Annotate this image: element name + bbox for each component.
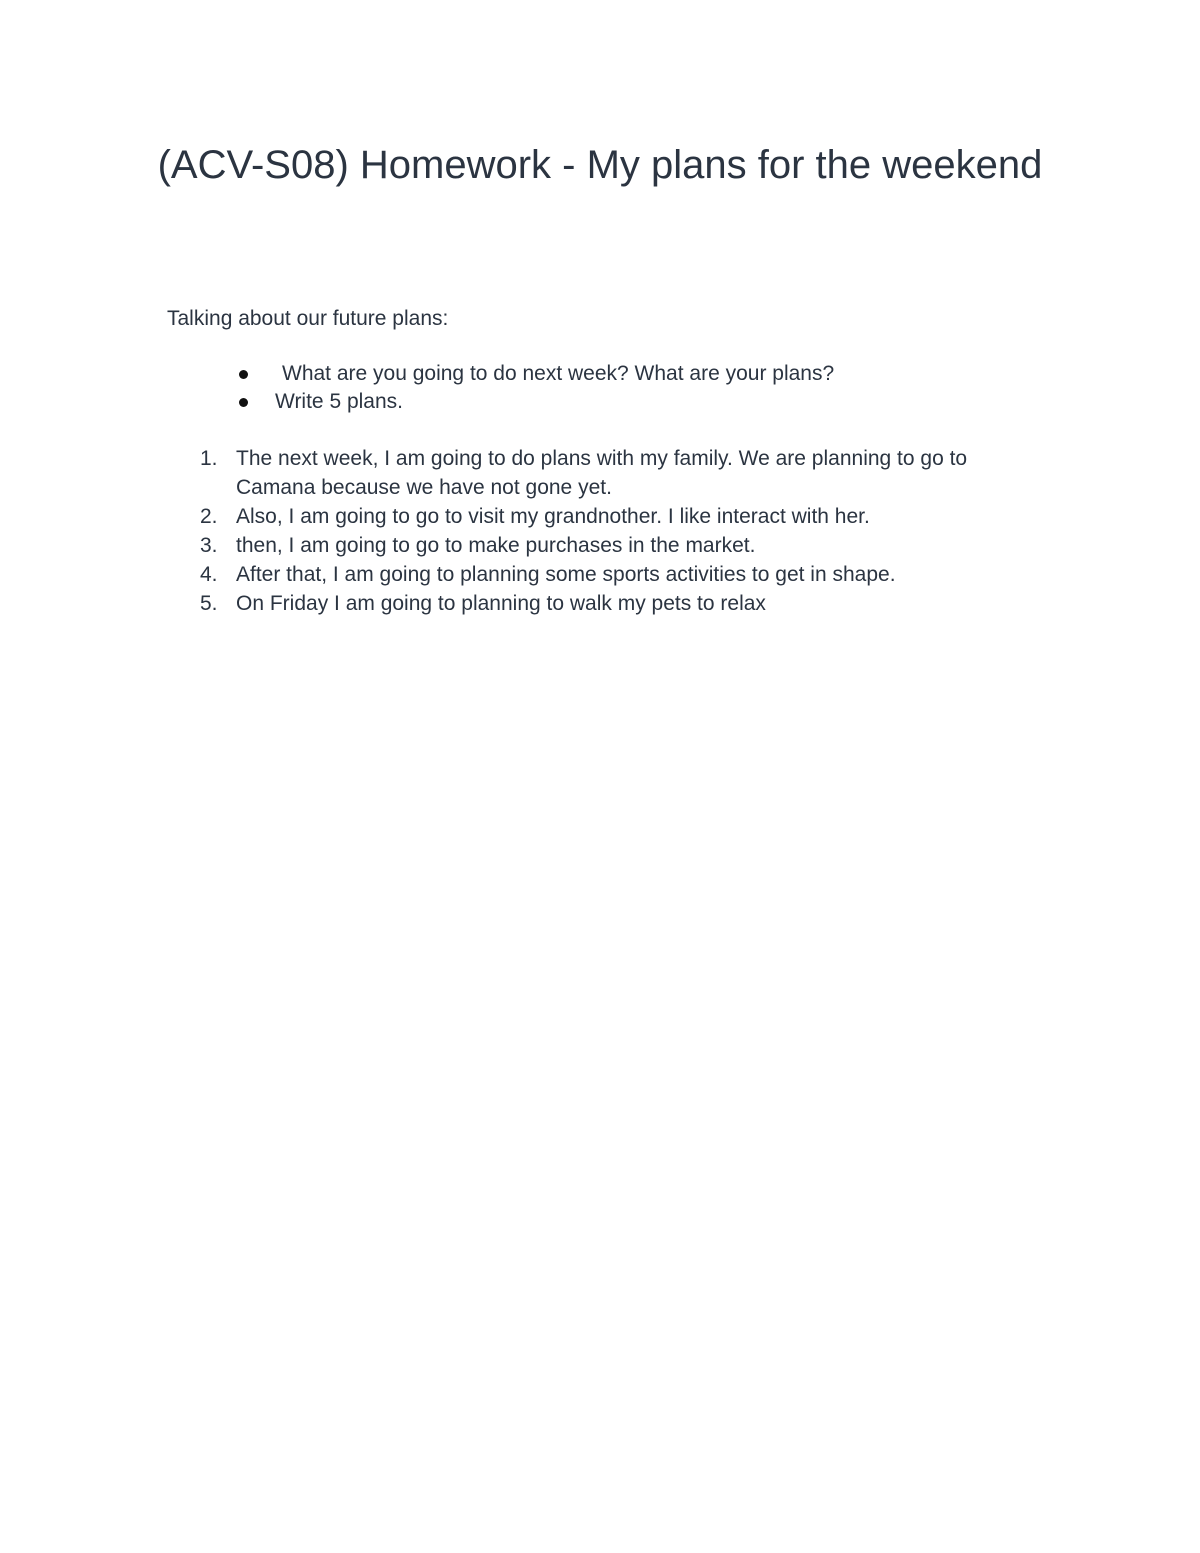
bullet-icon bbox=[239, 398, 248, 407]
list-item bbox=[0, 560, 1200, 589]
list-item bbox=[0, 388, 834, 416]
list-number: 5. bbox=[200, 592, 218, 615]
plan-text: The next week, I am going to do plans with my family. We are planning to go to Camana because we have not gone yet. bbox=[236, 447, 968, 499]
instruction-bullet-list bbox=[0, 360, 834, 416]
plan-text: Also, I am going to go to visit my grandnother. I like interact with her. bbox=[236, 505, 870, 528]
bullet-text: What are you going to do next week? What are your plans? bbox=[282, 362, 835, 385]
plan-text: After that, I am going to planning some sports activities to get in shape. bbox=[236, 563, 896, 586]
list-item bbox=[0, 531, 1200, 560]
bullet-icon bbox=[239, 370, 248, 379]
list-number: 3. bbox=[200, 534, 218, 557]
list-number: 1. bbox=[200, 447, 218, 470]
document-title: (ACV-S08) Homework - My plans for the weekend bbox=[157, 143, 1043, 187]
list-item bbox=[0, 360, 834, 388]
list-item bbox=[0, 589, 1200, 618]
intro-text: Talking about our future plans: bbox=[167, 307, 449, 330]
bullet-text: Write 5 plans. bbox=[275, 390, 403, 413]
plans-numbered-list bbox=[0, 444, 1200, 618]
list-item bbox=[0, 502, 1200, 531]
list-number: 4. bbox=[200, 563, 218, 586]
list-number: 2. bbox=[200, 505, 218, 528]
list-item bbox=[0, 444, 1200, 502]
plan-text: then, I am going to go to make purchases in the market. bbox=[236, 534, 756, 557]
plan-text: On Friday I am going to planning to walk my pets to relax bbox=[236, 592, 766, 615]
